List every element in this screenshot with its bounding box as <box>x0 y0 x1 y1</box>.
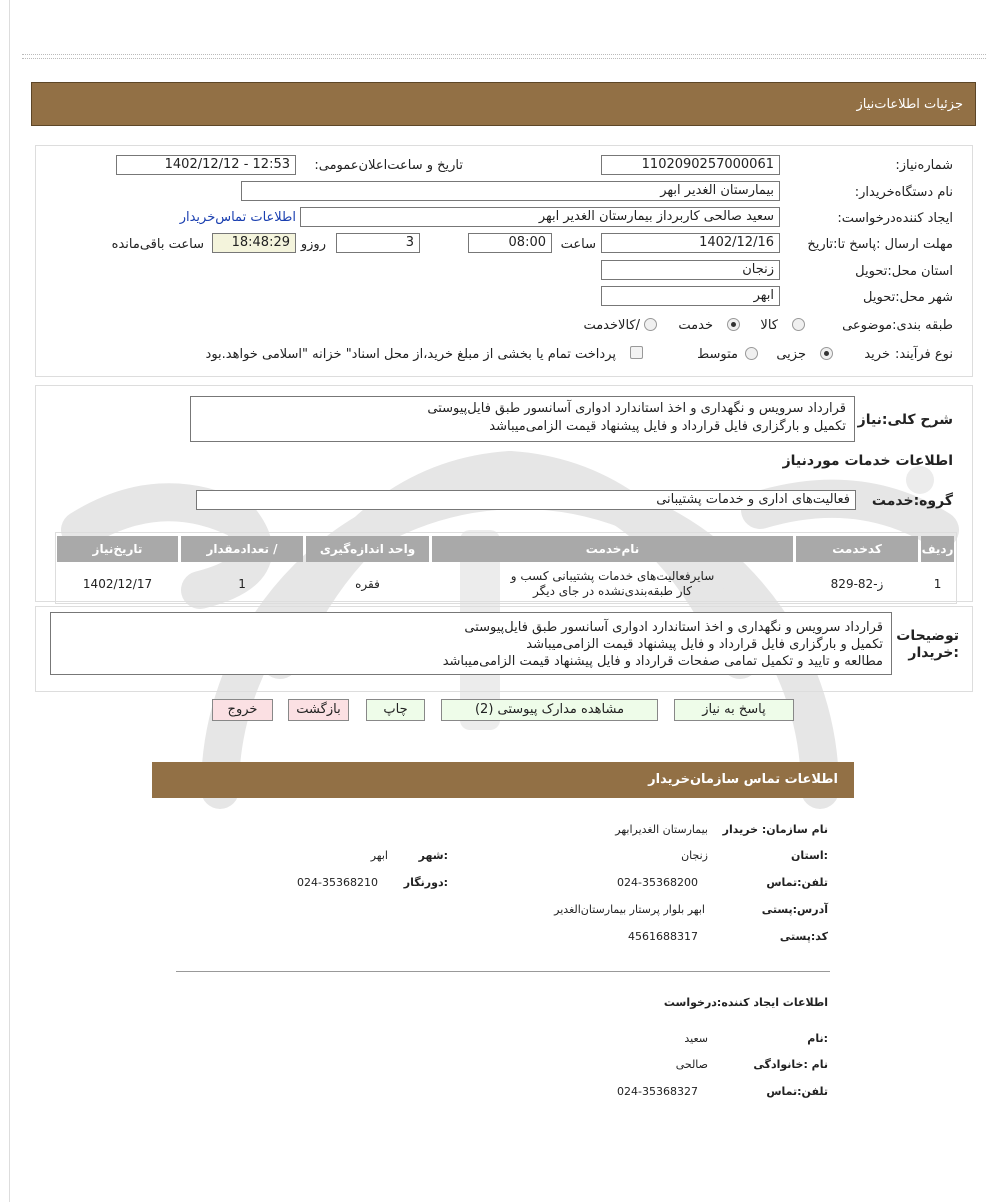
contact-province-label: :استان <box>791 849 828 862</box>
category-both-radio[interactable] <box>644 318 657 331</box>
creator-family-label: نام :خانوادگی <box>753 1058 828 1071</box>
cell-date: 1402/12/17 <box>82 577 153 591</box>
contact-divider <box>176 971 830 972</box>
buyer-org-field: بیمارستان الغدیر ابهر <box>241 181 780 201</box>
days-field: 3 <box>336 233 420 253</box>
category-both-label: /کالاخدمت <box>583 318 640 333</box>
category-goods-label: کالا <box>760 318 778 333</box>
exit-button[interactable]: خروج <box>212 699 273 721</box>
col-header-date: تاریخ‌نیاز <box>57 536 178 562</box>
cell-row-index: 1 <box>933 577 942 591</box>
need-info-panel <box>35 145 973 377</box>
category-service-label: خدمت <box>678 318 713 333</box>
category-service-radio[interactable] <box>727 318 740 331</box>
process-minor-radio[interactable] <box>820 347 833 360</box>
contact-org-value: بیمارستان الغدیرابهر <box>615 823 708 836</box>
city-field: ابهر <box>601 286 780 306</box>
deadline-label: مهلت ارسال :پاسخ تا:تاریخ <box>807 237 953 252</box>
contact-city-value: ابهر <box>370 849 388 862</box>
contact-address-value: ابهر بلوار پرستار بیمارستان‌الغدیر <box>554 903 705 916</box>
province-label: استان محل:تحویل <box>855 264 953 279</box>
cell-service-name <box>432 566 793 602</box>
buyer-notes-label-1: توضیحات <box>896 628 959 644</box>
buyer-notes-line-2: تکمیل و بارگزاری فایل قرارداد و فایل پیشنهاد قیمت الزامی‌میباشد <box>526 637 883 652</box>
announce-date-field: 1402/12/12 - 12:53 <box>116 155 296 175</box>
deadline-time-label: ساعت <box>560 237 596 252</box>
service-name-line-2: کار طبقه‌بندی‌نشده در جای دیگر <box>533 584 692 598</box>
summary-box <box>190 396 855 442</box>
cell-service-code: ز-82-829 <box>830 577 884 591</box>
treasury-payment-note: پرداخت تمام یا بخشی از مبلغ خرید،از محل اسناد" خزانه "اسلامی خواهد.بود <box>205 347 616 362</box>
treasury-payment-checkbox[interactable] <box>630 346 643 359</box>
top-divider-2 <box>22 58 986 59</box>
buyer-notes-box <box>50 612 892 675</box>
creator-phone-value: 024-35368327 <box>617 1085 698 1098</box>
contact-city-label: :شهر <box>418 849 448 862</box>
creator-name-value: سعید <box>684 1032 708 1045</box>
creator-phone-label: تلفن:تماس <box>766 1085 828 1098</box>
contact-province-value: زنجان <box>681 849 708 862</box>
col-header-row: ردیف <box>921 536 954 562</box>
creator-info-title: اطلاعات ایجاد کننده:درخواست <box>663 996 828 1009</box>
contact-fax-label: :دورنگار <box>403 876 448 889</box>
buyer-notes-label-2: :خریدار <box>908 645 959 661</box>
col-header-unit: واحد اندازه‌گیری <box>306 536 429 562</box>
days-label: روزو <box>300 237 326 252</box>
contact-postal-value: 4561688317 <box>628 930 698 943</box>
contact-phone-label: تلفن:تماس <box>766 876 828 889</box>
process-medium-label: متوسط <box>697 347 738 362</box>
announce-label: تاریخ و ساعت‌اعلان‌عمومی: <box>314 158 463 173</box>
contact-phone-value: 024-35368200 <box>617 876 698 889</box>
province-field: زنجان <box>601 260 780 280</box>
category-label: طبقه بندی:موضوعی <box>842 318 953 333</box>
need-number-field: 1102090257000061 <box>601 155 780 175</box>
creator-field: سعید صالحی کاربرداز بیمارستان الغدیر ابهر <box>300 207 780 227</box>
summary-label: شرح کلی:نیاز <box>857 412 953 428</box>
print-button[interactable]: چاپ <box>366 699 425 721</box>
services-title: اطلاعات خدمات موردنیاز <box>782 453 953 469</box>
buyer-notes-line-1: قرارداد سرویس و نگهداری و اخذ استاندارد ادواری آسانسور طبق فایل‌پیوستی <box>464 620 883 635</box>
page-left-border <box>9 0 10 1202</box>
contact-postal-label: کد:پستی <box>779 930 828 943</box>
process-buy-label: خرید <box>864 347 890 362</box>
contact-fax-value: 024-35368210 <box>297 876 378 889</box>
attachments-button[interactable]: مشاهده مدارک پیوستی (2) <box>441 699 658 721</box>
top-divider <box>22 54 986 55</box>
contact-header <box>152 762 854 798</box>
process-medium-radio[interactable] <box>745 347 758 360</box>
buyer-notes-line-3: مطالعه و تایید و تکمیل تمامی صفحات قرارداد و فایل پیشنهاد قیمت الزامی‌میباشد <box>442 654 883 669</box>
summary-line-2: تکمیل و بارگزاری فایل قرارداد و فایل پیشنهاد قیمت الزامی‌میباشد <box>489 419 846 434</box>
process-label: نوع فرآیند: <box>895 347 953 362</box>
cell-qty: 1 <box>238 577 246 591</box>
summary-line-1: قرارداد سرویس و نگهداری و اخذ استاندارد ادواری آسانسور طبق فایل‌پیوستی <box>427 401 846 416</box>
contact-org-label: نام سازمان: خریدار <box>722 823 828 836</box>
remaining-time-label: ساعت باقی‌مانده <box>111 237 204 252</box>
creator-family-value: صالحی <box>675 1058 708 1071</box>
page-title: جزئیات اطلاعات‌نیاز <box>856 97 963 112</box>
cell-unit: فقره <box>355 577 380 591</box>
deadline-date-field: 1402/12/16 <box>601 233 780 253</box>
service-name-line-1: سایرفعالیت‌های خدمات پشتیبانی کسب و <box>510 569 715 583</box>
back-button[interactable]: بازگشت <box>288 699 349 721</box>
creator-name-label: :نام <box>807 1032 828 1045</box>
city-label: شهر محل:تحویل <box>863 290 953 305</box>
creator-label: ایجاد کننده‌درخواست: <box>837 211 953 226</box>
need-number-label: شماره‌نیاز: <box>895 158 953 173</box>
group-label: گروه:خدمت <box>871 493 953 509</box>
group-field: فعالیت‌های اداری و خدمات پشتیبانی <box>196 490 856 510</box>
buyer-contact-link[interactable]: اطلاعات تماس‌خریدار <box>179 210 296 225</box>
col-header-code: کدخدمت <box>796 536 918 562</box>
remaining-time-field: 18:48:29 <box>212 233 296 253</box>
contact-title: اطلاعات تماس سازمان‌خریدار <box>648 772 838 787</box>
col-header-qty: / تعدادمقدار <box>181 536 303 562</box>
reply-button[interactable]: پاسخ به نیاز <box>674 699 794 721</box>
category-goods-radio[interactable] <box>792 318 805 331</box>
page-header <box>31 82 976 126</box>
contact-address-label: آدرس:پستی <box>761 903 828 916</box>
buyer-org-label: نام دستگاه‌خریدار: <box>854 185 953 200</box>
deadline-time-field: 08:00 <box>468 233 552 253</box>
col-header-name: نام‌خدمت <box>432 536 793 562</box>
process-minor-label: جزیی <box>776 347 806 362</box>
